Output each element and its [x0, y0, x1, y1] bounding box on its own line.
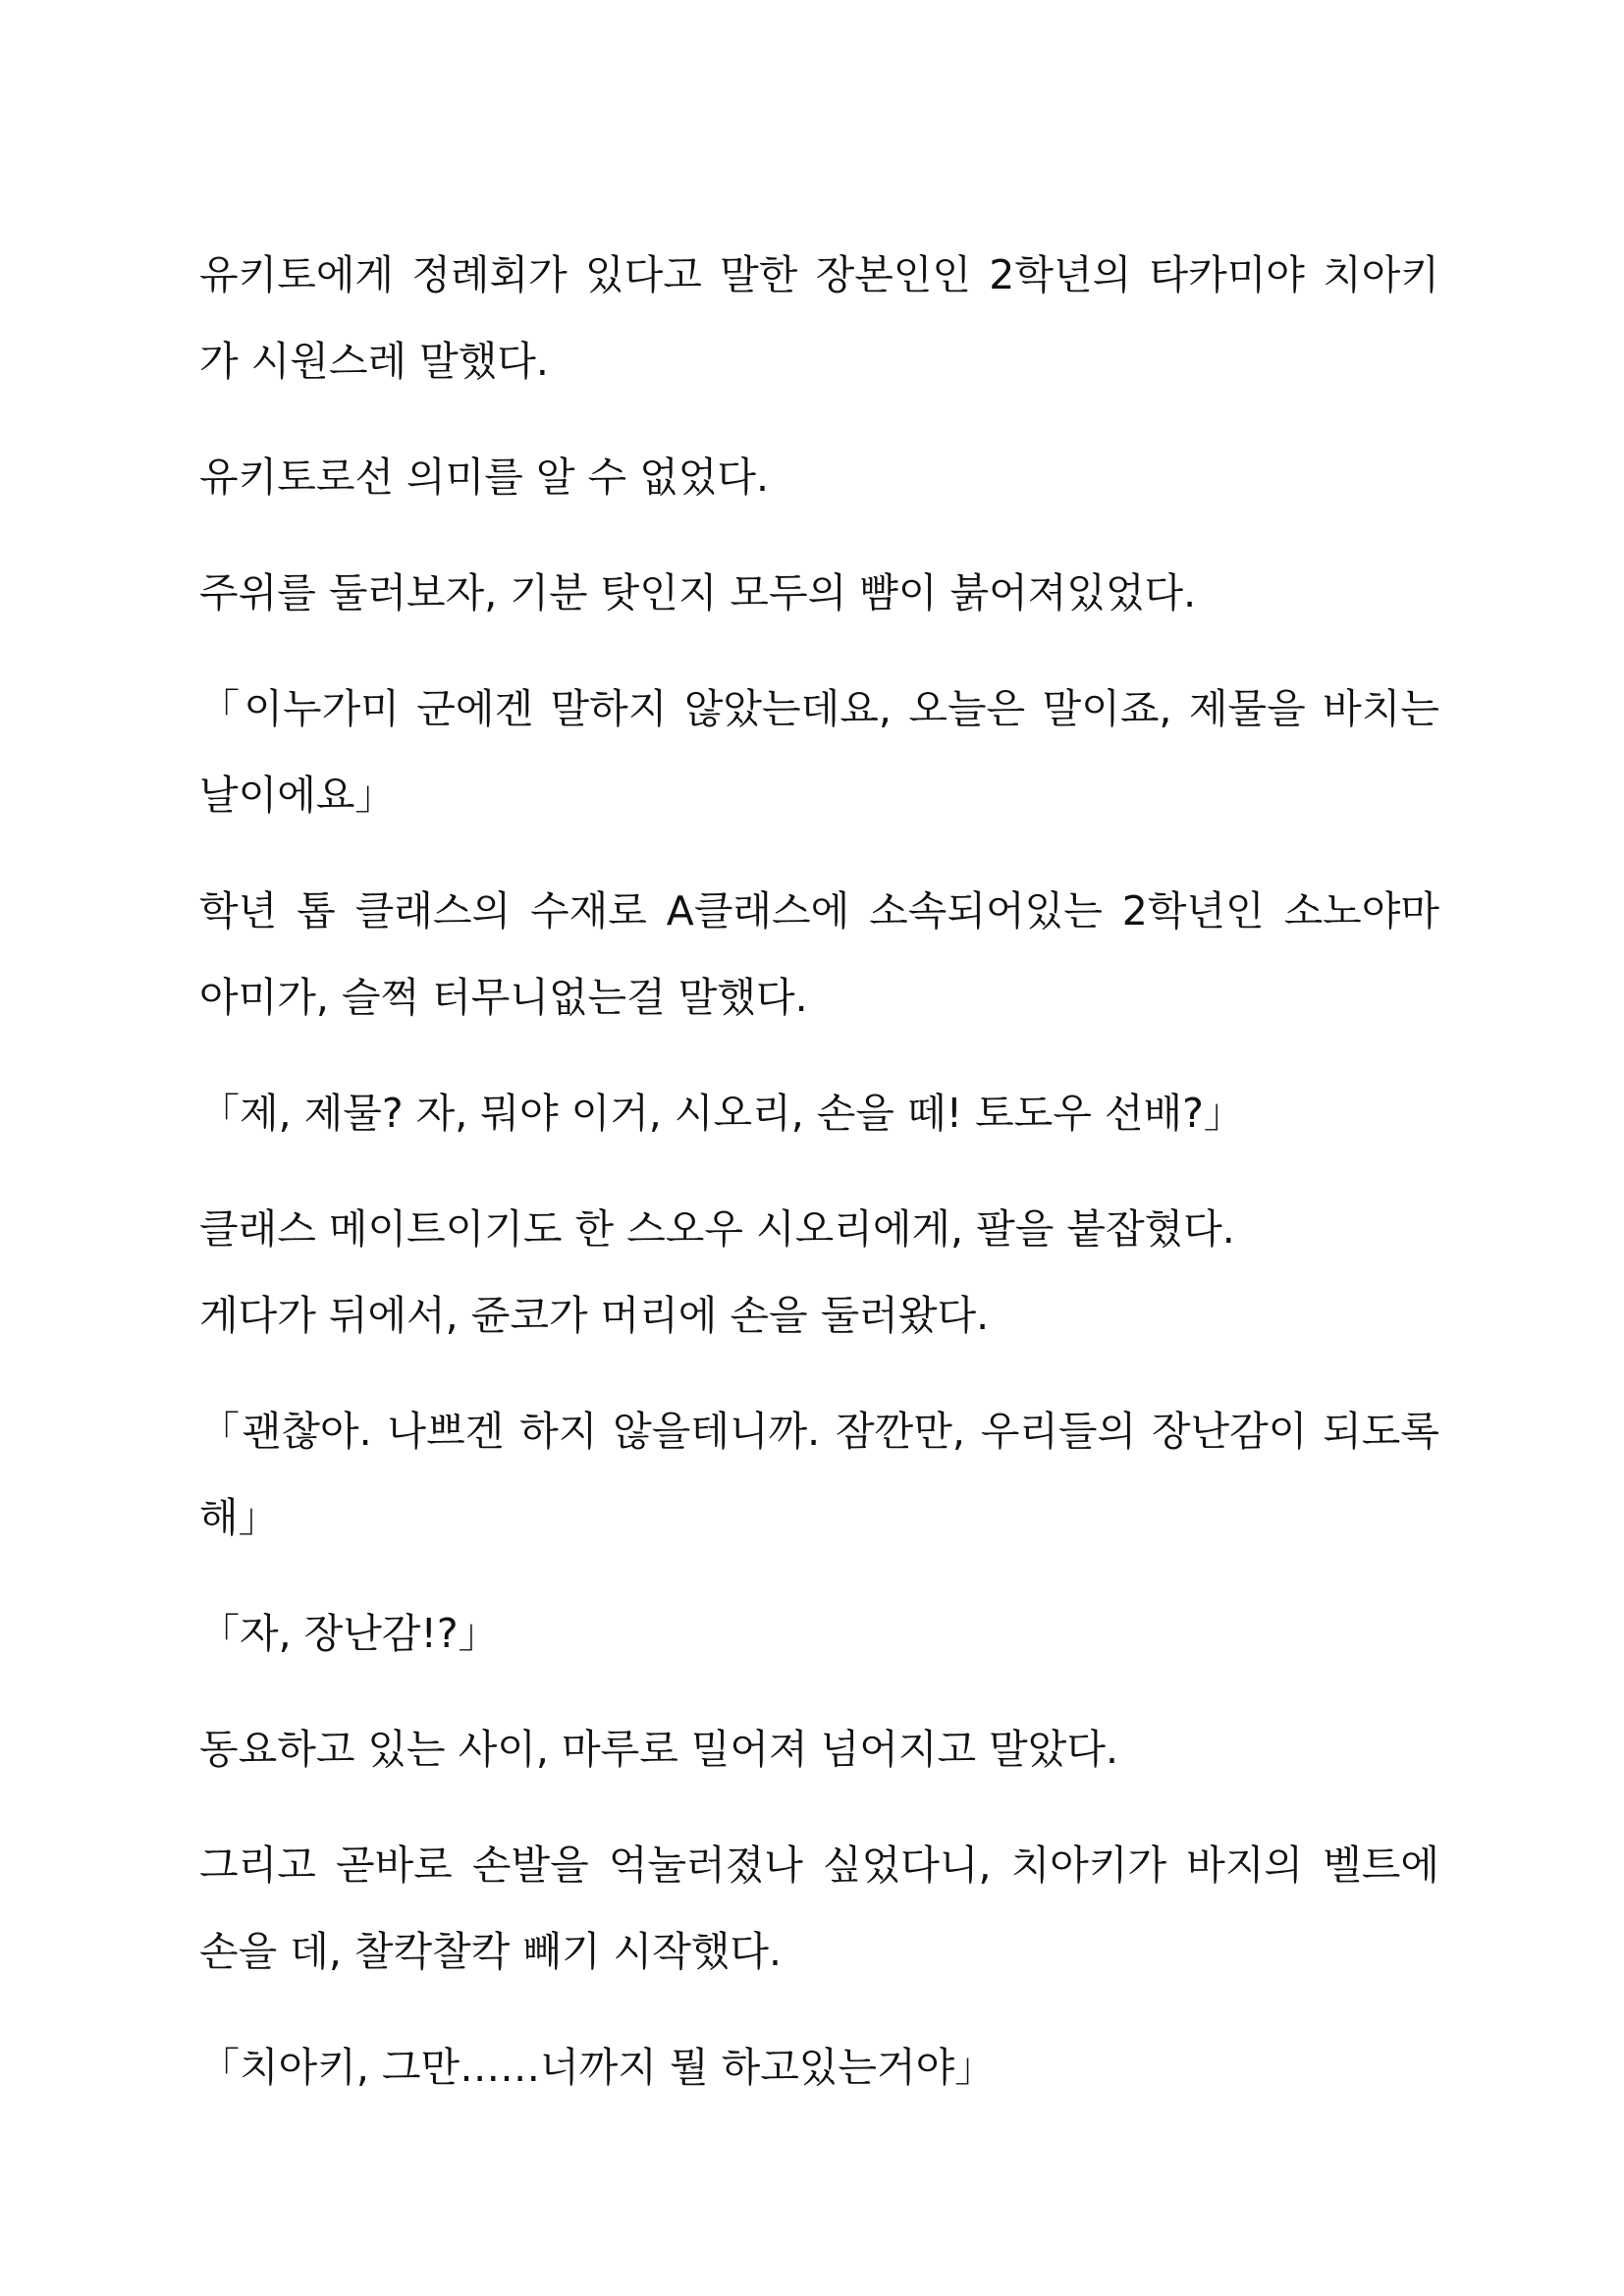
- paragraph-4: 「이누가미 군에겐 말하지 않았는데요, 오늘은 말이죠, 제물을 바치는 날이에요」: [199, 685, 1439, 819]
- paragraph-5: 학년 톱 클래스의 수재로 A클래스에 소속되어있는 2학년인 소노야마 아미가, 슬쩍 터무니없는걸 말했다.: [199, 887, 1439, 1021]
- paragraph-8: 게다가 뒤에서, 쥰코가 머리에 손을 둘러왔다.: [199, 1292, 990, 1339]
- paragraph-9: 「괜찮아. 나쁘겐 하지 않을테니까. 잠깐만, 우리들의 장난감이 되도록 해」: [199, 1408, 1439, 1541]
- paragraph-1: 유키토에게 정례회가 있다고 말한 장본인인 2학년의 타카미야 치아키가 시원스레 말했다.: [199, 251, 1439, 385]
- paragraph-13: 「치아키, 그만……너까지 뭘 하고있는거야」: [199, 2044, 996, 2091]
- paragraph-11: 동요하고 있는 사이, 마루로 밀어져 넘어지고 말았다.: [199, 1726, 1118, 1773]
- paragraph-10: 「자, 장난감!?」: [199, 1610, 499, 1657]
- body-text: [199, 232, 1439, 2140]
- paragraph-12: 그리고 곧바로 손발을 억눌러졌나 싶었다니, 치아키가 바지의 벨트에 손을 데, 찰칵찰칵 빼기 시작했다.: [199, 1842, 1439, 1975]
- paragraph-2: 유키토로선 의미를 알 수 없었다.: [199, 454, 770, 501]
- paragraph-6: 「제, 제물? 자, 뭐야 이거, 시오리, 손을 떼! 토도우 선배?」: [199, 1090, 1244, 1137]
- paragraph-3: 주위를 둘러보자, 기분 탓인지 모두의 뺨이 붉어져있었다.: [199, 569, 1197, 616]
- paragraph-7: 클래스 메이트이기도 한 스오우 시오리에게, 팔을 붙잡혔다.: [199, 1205, 1235, 1253]
